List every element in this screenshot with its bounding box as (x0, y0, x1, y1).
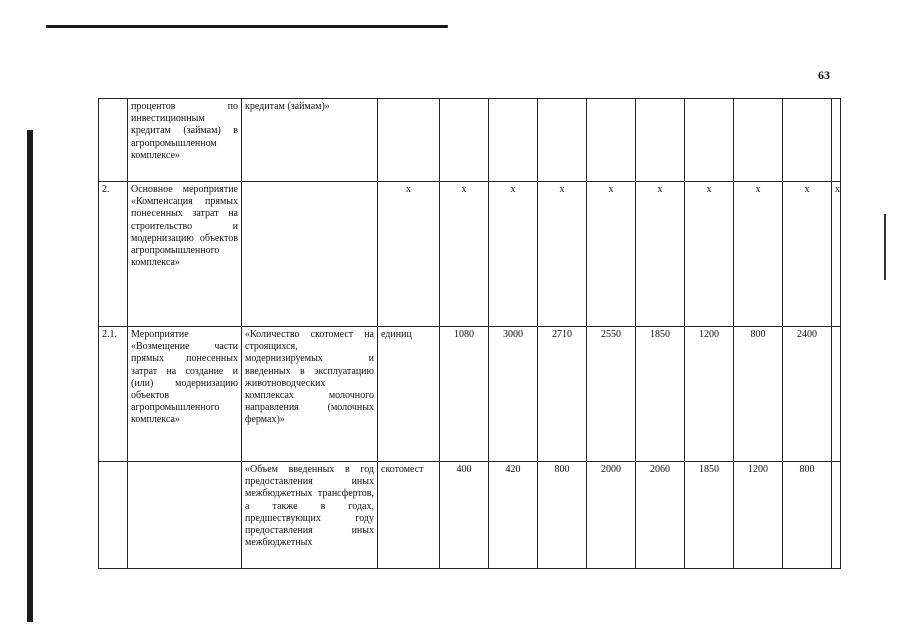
row-index: 2. (99, 182, 128, 327)
value-cell: 400 (440, 462, 489, 569)
value-cell: 800 (783, 462, 832, 569)
unit-cell: единиц (378, 327, 440, 462)
indicator-name (242, 182, 378, 327)
value-cell (832, 99, 841, 182)
value-cell: x (685, 182, 734, 327)
value-cell (832, 462, 841, 569)
value-cell (636, 99, 685, 182)
value-cell: 800 (734, 327, 783, 462)
measure-name: Мероприятие «Возмещение части прямых понесенных затрат на создание и (или) модернизацию объектов агропромышленного комплекса» (128, 327, 242, 462)
value-cell: x (489, 182, 538, 327)
value-cell: x (538, 182, 587, 327)
value-cell: 1080 (440, 327, 489, 462)
indicator-name: кредитам (займам)» (242, 99, 378, 182)
row-index: 2.1. (99, 327, 128, 462)
unit-cell (378, 99, 440, 182)
measure-name: Основное мероприятие «Компенсация прямых понесенных затрат на строительство и модернизацию объектов агропромышленного комплекса» (128, 182, 242, 327)
value-cell: 2550 (587, 327, 636, 462)
value-cell (783, 99, 832, 182)
table-row (99, 182, 841, 327)
value-cell: x (636, 182, 685, 327)
value-cell: x (832, 182, 841, 327)
page-number: 63 (818, 68, 830, 82)
program-table (98, 98, 841, 569)
value-cell: 1850 (636, 327, 685, 462)
value-cell (489, 99, 538, 182)
unit-cell: x (378, 182, 440, 327)
value-cell: 1200 (734, 462, 783, 569)
measure-name (128, 462, 242, 569)
value-cell (832, 327, 841, 462)
value-cell: 2060 (636, 462, 685, 569)
value-cell: 3000 (489, 327, 538, 462)
row-index (99, 99, 128, 182)
value-cell: x (783, 182, 832, 327)
scan-artifact-right-mark (884, 214, 886, 280)
value-cell (538, 99, 587, 182)
indicator-name: «Объем введенных в год предоставления иных межбюджетных трансфертов, а также в годах, предшествующих году предоставления иных межбюджетных (242, 462, 378, 569)
value-cell: 2710 (538, 327, 587, 462)
value-cell: 1200 (685, 327, 734, 462)
table-row (99, 462, 841, 569)
value-cell: 2400 (783, 327, 832, 462)
scan-artifact-left-bar (27, 130, 33, 622)
unit-cell: скотомест (378, 462, 440, 569)
value-cell: x (734, 182, 783, 327)
scan-artifact-top-line (46, 25, 448, 28)
row-index (99, 462, 128, 569)
value-cell: x (587, 182, 636, 327)
value-cell: 1850 (685, 462, 734, 569)
measure-name: процентов по инвестиционным кредитам (займам) в агропромышленном комплексе» (128, 99, 242, 182)
value-cell: x (440, 182, 489, 327)
table-row (99, 99, 841, 182)
table-row (99, 327, 841, 462)
value-cell: 420 (489, 462, 538, 569)
value-cell (440, 99, 489, 182)
value-cell: 800 (538, 462, 587, 569)
value-cell: 2000 (587, 462, 636, 569)
value-cell (685, 99, 734, 182)
value-cell (734, 99, 783, 182)
indicator-name: «Количество скотомест на строящихся, модернизируемых и введенных в эксплуатацию животноводческих комплексах молочного направления (молочных фермах)» (242, 327, 378, 462)
value-cell (587, 99, 636, 182)
